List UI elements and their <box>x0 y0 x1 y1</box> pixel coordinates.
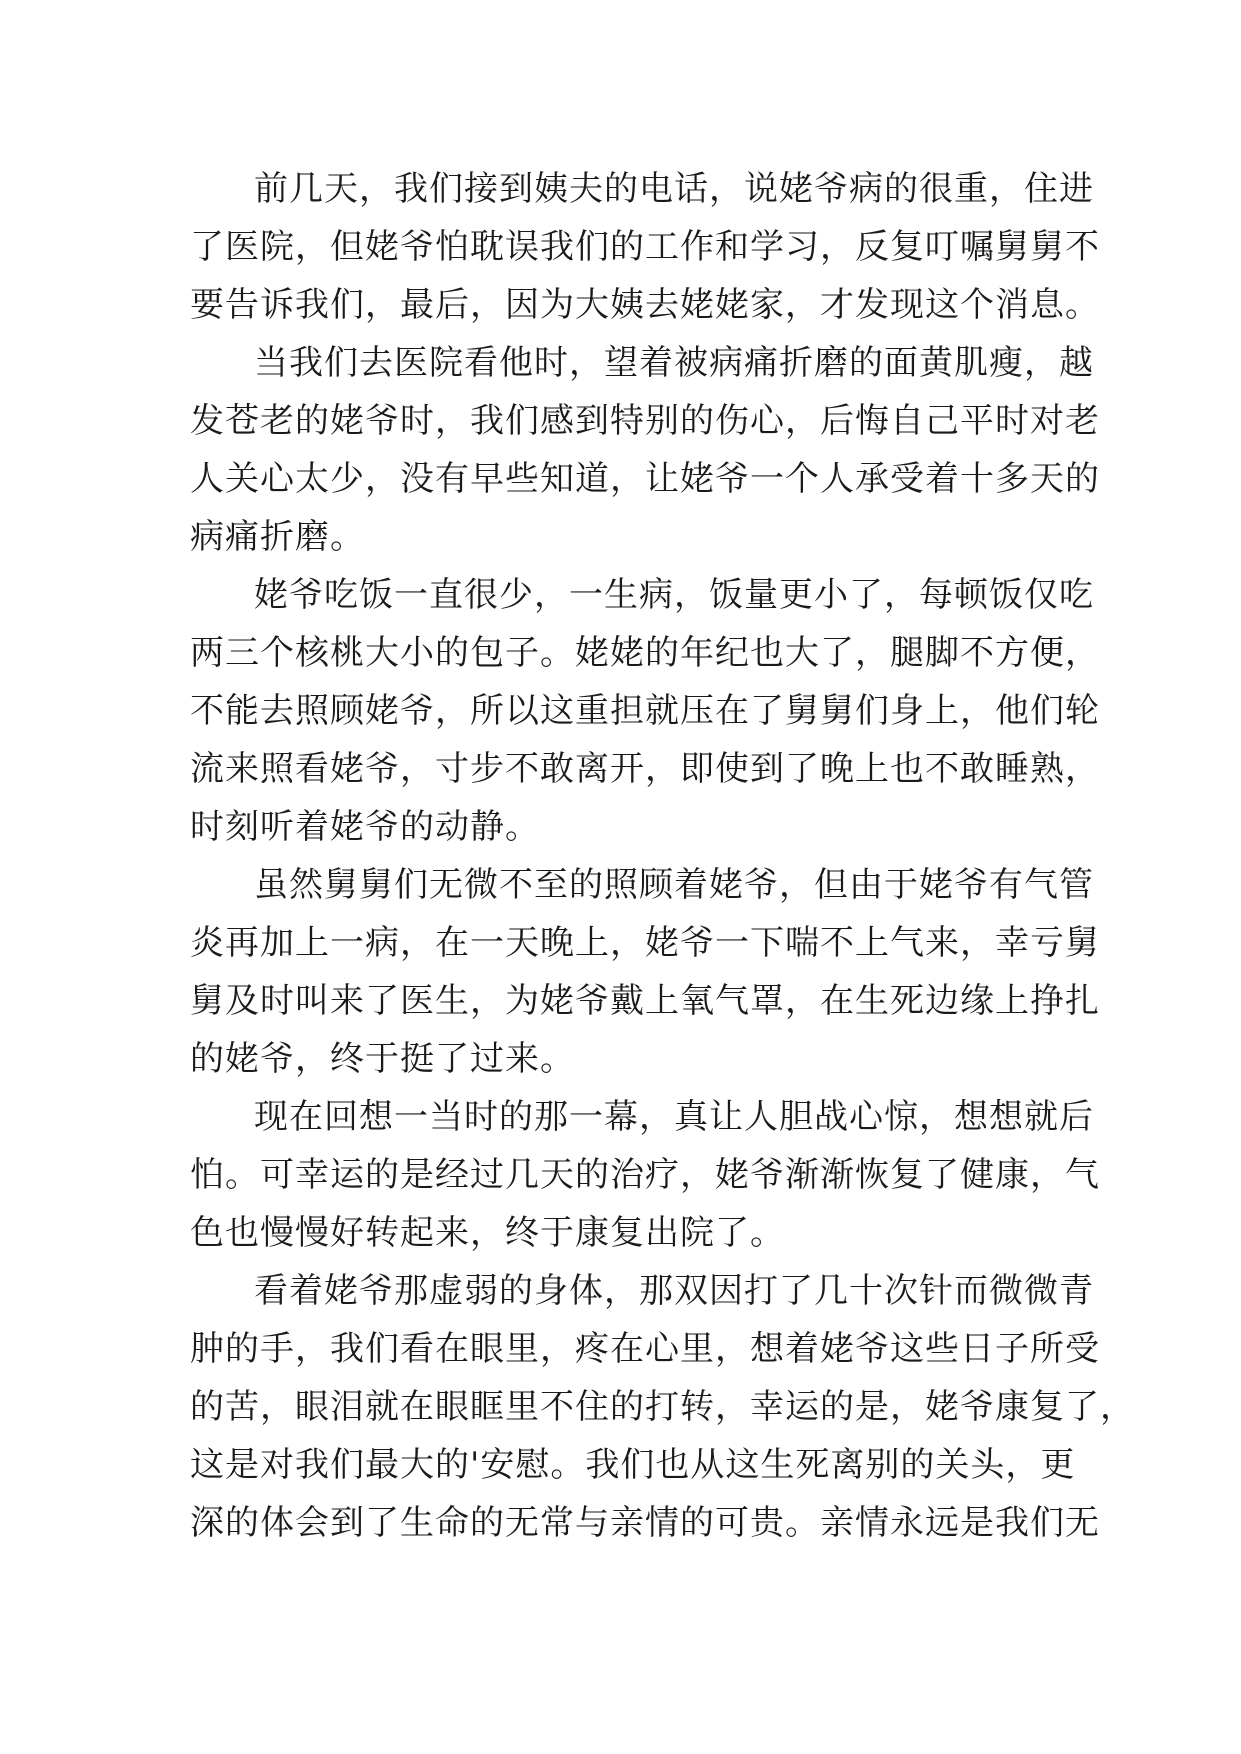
paragraph-3 <box>190 566 1100 856</box>
text-line: 这是对我们最大的'安慰。我们也从这生死离别的关头，更 <box>190 1445 1076 1485</box>
text-line: 现在回想一当时的那一幕，真让人胆战心惊，想想就后 <box>254 1097 1094 1137</box>
text-line: 肿的手，我们看在眼里，疼在心里，想着姥爷这些日子所受 <box>190 1329 1100 1369</box>
paragraph-6 <box>190 1262 1135 1552</box>
text-line: 姥爷吃饭一直很少，一生病，饭量更小了，每顿饭仅吃 <box>254 575 1094 615</box>
text-line: 怕。可幸运的是经过几天的治疗，姥爷渐渐恢复了健康，气 <box>190 1155 1100 1195</box>
paragraph-4 <box>190 856 1100 1088</box>
text-line: 的姥爷，终于挺了过来。 <box>190 1039 575 1079</box>
text-line: 不能去照顾姥爷，所以这重担就压在了舅舅们身上，他们轮 <box>190 691 1100 731</box>
text-line: 时刻听着姥爷的动静。 <box>190 807 540 847</box>
text-line: 前几天，我们接到姨夫的电话，说姥爷病的很重，住进 <box>254 169 1094 209</box>
text-line: 当我们去医院看他时，望着被病痛折磨的面黄肌瘦，越 <box>254 343 1094 383</box>
paragraph-1 <box>190 160 1100 334</box>
text-line: 舅及时叫来了医生，为姥爷戴上氧气罩，在生死边缘上挣扎 <box>190 981 1100 1021</box>
text-line: 深的体会到了生命的无常与亲情的可贵。亲情永远是我们无 <box>190 1503 1100 1543</box>
text-line: 人关心太少，没有早些知道，让姥爷一个人承受着十多天的 <box>190 459 1100 499</box>
paragraph-5 <box>190 1088 1100 1262</box>
text-line: 看着姥爷那虚弱的身体，那双因打了几十次针而微微青 <box>254 1271 1094 1311</box>
text-line: 炎再加上一病，在一天晚上，姥爷一下喘不上气来，幸亏舅 <box>190 923 1100 963</box>
text-line: 要告诉我们，最后，因为大姨去姥姥家，才发现这个消息。 <box>190 285 1100 325</box>
text-line: 了医院，但姥爷怕耽误我们的工作和学习，反复叮嘱舅舅不 <box>190 227 1100 267</box>
text-line: 流来照看姥爷，寸步不敢离开，即使到了晚上也不敢睡熟， <box>190 749 1100 789</box>
document-body <box>190 160 1135 1552</box>
text-line: 虽然舅舅们无微不至的照顾着姥爷，但由于姥爷有气管 <box>254 865 1094 905</box>
text-line: 色也慢慢好转起来，终于康复出院了。 <box>190 1213 785 1253</box>
text-line: 的苦，眼泪就在眼眶里不住的打转，幸运的是，姥爷康复了， <box>190 1387 1135 1427</box>
text-line: 两三个核桃大小的包子。姥姥的年纪也大了，腿脚不方便， <box>190 633 1100 673</box>
text-line: 病痛折磨。 <box>190 517 365 557</box>
paragraph-2 <box>190 334 1100 566</box>
text-line: 发苍老的姥爷时，我们感到特别的伤心，后悔自己平时对老 <box>190 401 1100 441</box>
